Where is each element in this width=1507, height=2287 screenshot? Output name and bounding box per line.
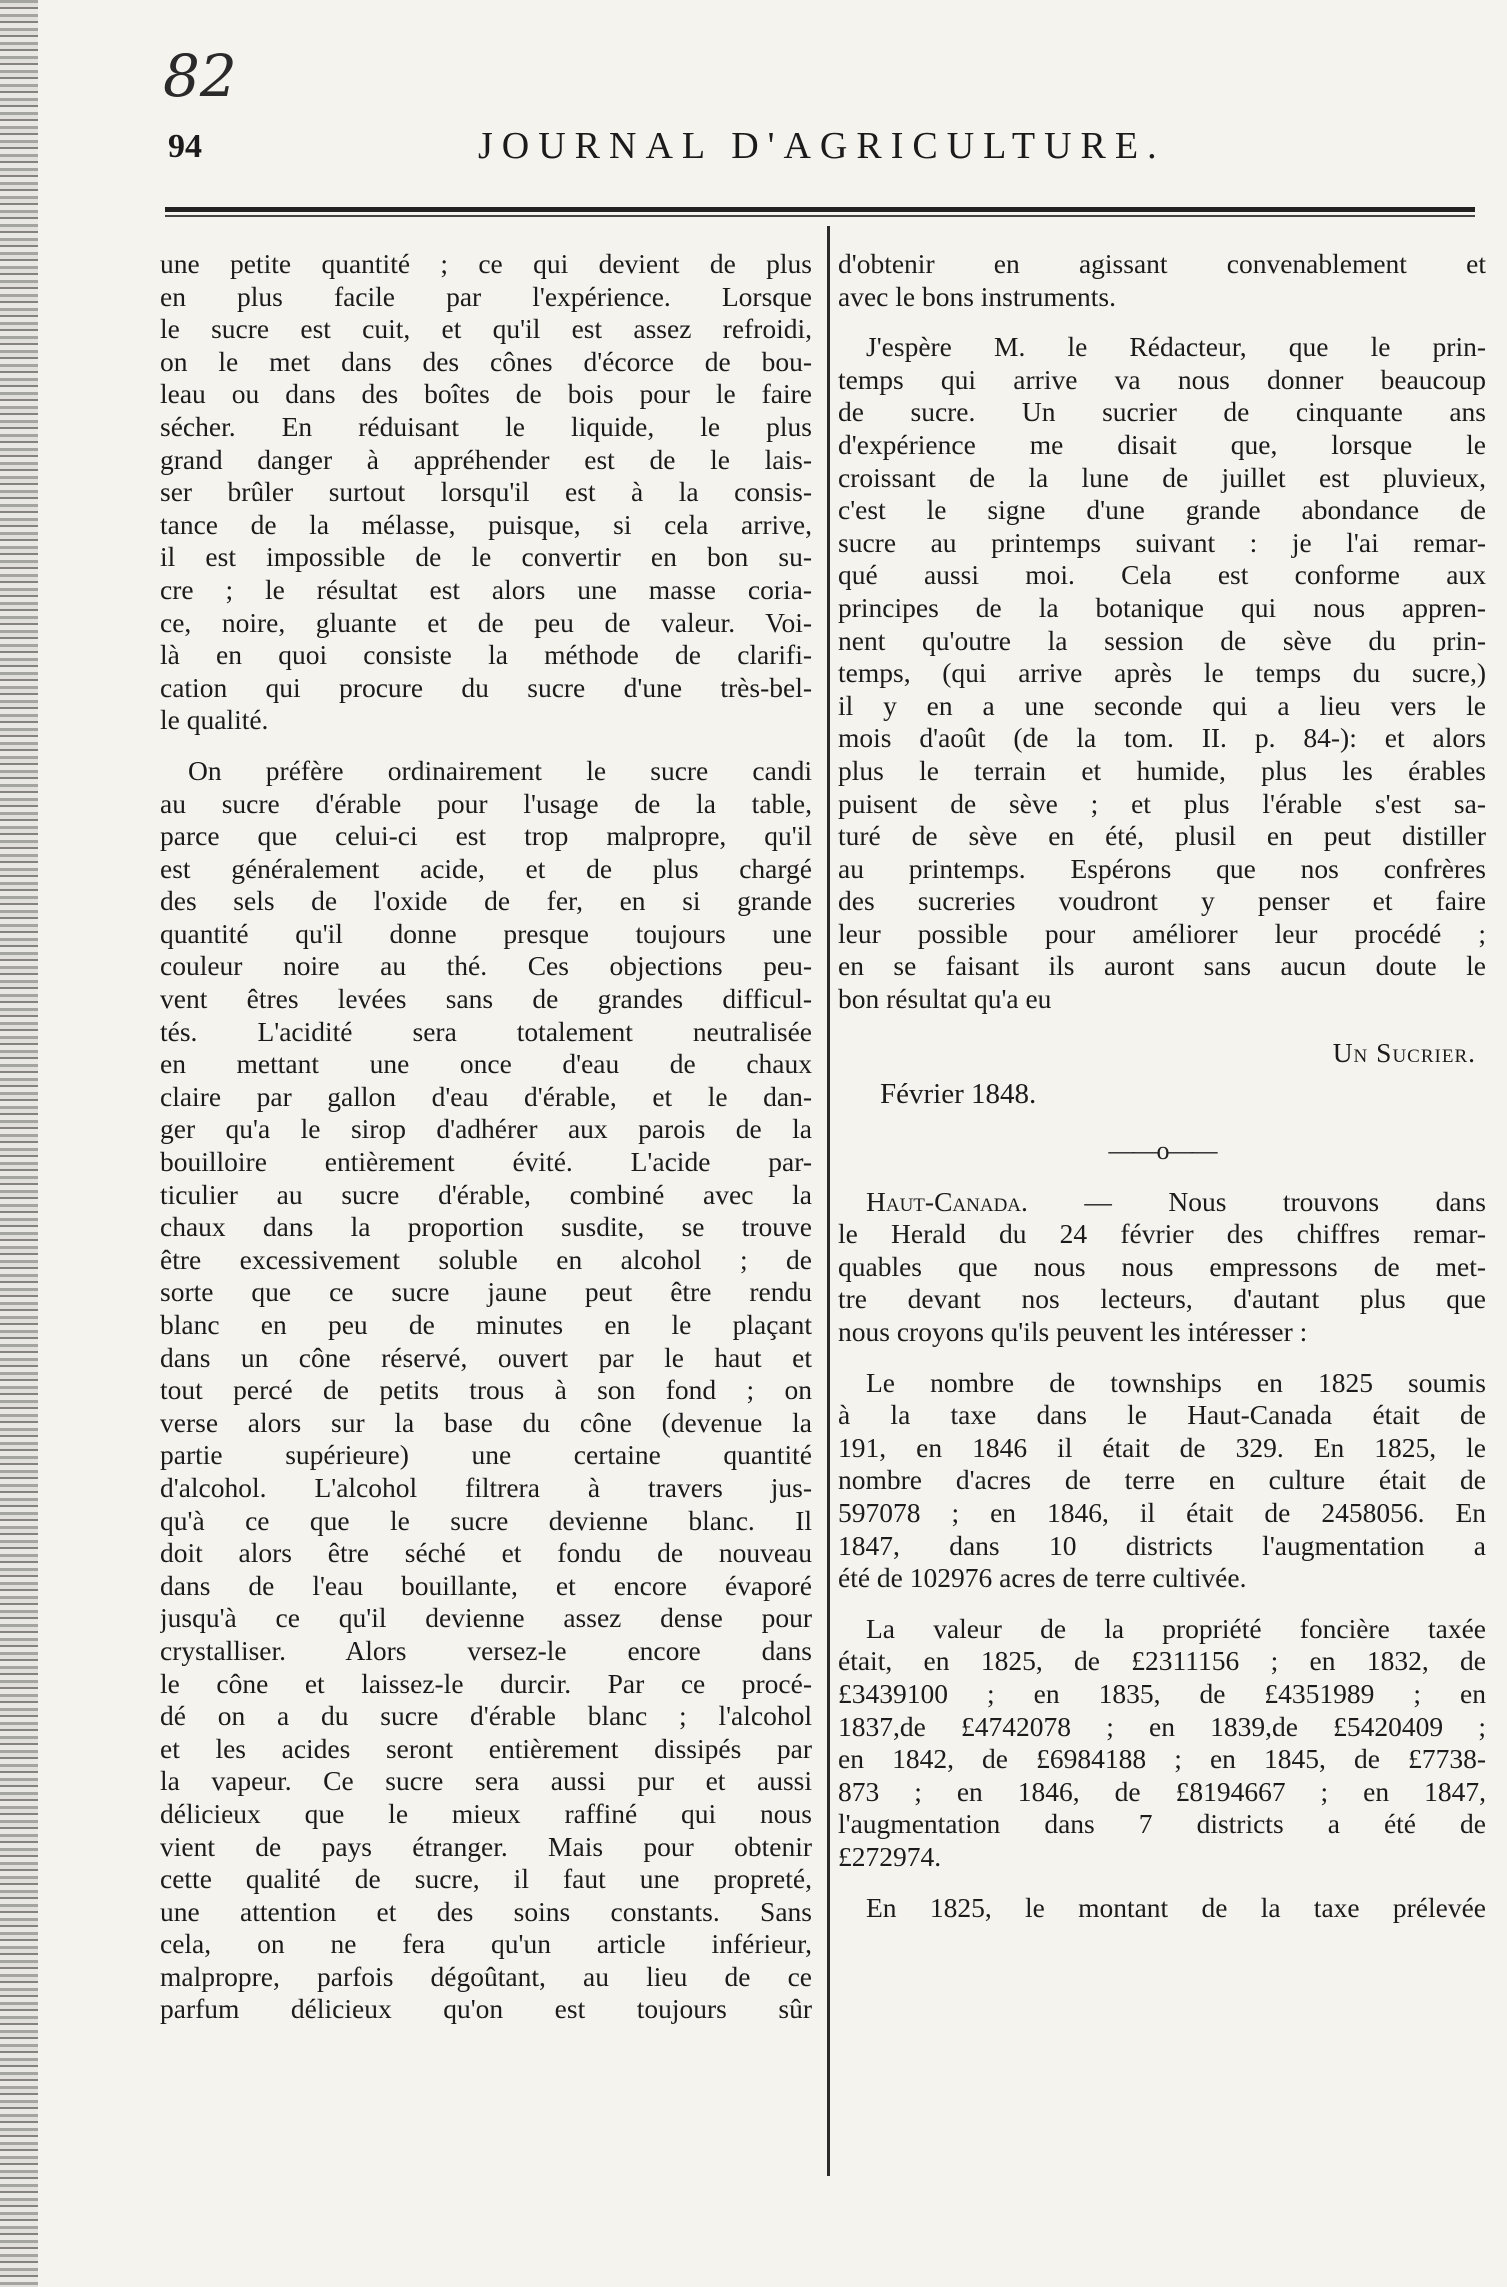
text-fragment: Nous trouvons dans	[1168, 1185, 1486, 1217]
text-line: tout percé de petits trous à son fond ; on	[160, 1374, 812, 1406]
text-line: d'obtenir en agissant convenablement et	[838, 248, 1486, 279]
text-line: doit alors être séché et fondu de nouveau	[160, 1537, 812, 1569]
text-line: au sucre d'érable pour l'usage de la table,	[160, 787, 812, 819]
text-line: grand danger à appréhender est de le lais-	[160, 443, 812, 475]
text-line: en mettant une once d'eau de chaux	[160, 1048, 812, 1080]
text-line: en plus facile par l'expérience. Lorsque	[160, 280, 812, 312]
text-line: sécher. En réduisant le liquide, le plus	[160, 410, 812, 442]
section-ornament: ——o——	[1108, 1135, 1216, 1165]
paragraph	[838, 1613, 1486, 1874]
text-line: sorte que ce sucre jaune peut être rendu	[160, 1276, 812, 1308]
text-line: temps, (qui arrive après le temps du sucre,)	[838, 657, 1486, 689]
binding-edge	[0, 0, 38, 2287]
date-line: Février 1848.	[880, 1077, 1037, 1110]
text-line: le cône et laissez-le durcir. Par ce procé-	[160, 1667, 812, 1699]
article-heading: Haut-Canada.	[866, 1185, 1028, 1217]
paragraph-gap	[160, 737, 812, 755]
text-line: là en quoi consiste la méthode de clarifi-	[160, 639, 812, 671]
paragraph	[838, 331, 1486, 1015]
text-line: était, en 1825, de £2311156 ; en 1832, de	[838, 1645, 1486, 1677]
article-lead-paragraph	[838, 1186, 1486, 1349]
text-line: il y en a une seconde qui a lieu vers le	[838, 689, 1486, 721]
text-line: sucre au printemps suivant : je l'ai remar-	[838, 526, 1486, 558]
text-line: cation qui procure du sucre d'une très-bel-	[160, 671, 812, 703]
text-line: 1837,de £4742078 ; en 1839,de £5420409 ;	[838, 1710, 1486, 1742]
text-line: tance de la mélasse, puisque, si cela arrive,	[160, 508, 812, 540]
text-line: tés. L'acidité sera totalement neutralisée	[160, 1015, 812, 1047]
text-line: leur possible pour améliorer leur procédé ;	[838, 917, 1486, 949]
paragraph-gap	[838, 313, 1486, 331]
text-line: on le met dans des cônes d'écorce de bou-	[160, 345, 812, 377]
text-line: nombre d'acres de terre en culture était de	[838, 1464, 1486, 1496]
text-line: croissant de la lune de juillet est pluvieux,	[838, 461, 1486, 493]
text-line: puisent de sève ; et plus l'érable s'est sa-	[838, 787, 1486, 819]
paragraph-gap	[838, 1874, 1486, 1892]
text-line: claire par gallon d'eau d'érable, et le dan-	[160, 1080, 812, 1112]
text-line: d'expérience me disait que, lorsque le	[838, 428, 1486, 460]
text-line: le qualité.	[160, 704, 269, 736]
text-line: quantité qu'il donne presque toujours une	[160, 917, 812, 949]
text-line: cela, on ne fera qu'un article inférieur,	[160, 1928, 812, 1960]
text-line	[838, 1186, 1486, 1219]
column-divider	[827, 226, 830, 2176]
text-line: temps qui arrive va nous donner beaucoup	[838, 363, 1486, 395]
heading-dash: —	[1027, 1185, 1169, 1217]
page-number: 94	[168, 128, 202, 165]
text-line: nent qu'outre la session de sève du prin-	[838, 624, 1486, 656]
text-line: de sucre. Un sucrier de cinquante ans	[838, 396, 1486, 428]
text-line: vent êtres levées sans de grandes difficul-	[160, 983, 812, 1015]
text-line: une attention et des soins constants. Sans	[160, 1895, 812, 1927]
text-line: ser brûler surtout lorsqu'il est à la consis-	[160, 476, 812, 508]
text-line: £3439100 ; en 1835, de £4351989 ; en	[838, 1677, 1486, 1709]
text-line: La valeur de la propriété foncière taxée	[866, 1612, 1486, 1644]
paragraph	[838, 1367, 1486, 1595]
text-line: 597078 ; en 1846, il était de 2458056. En	[838, 1497, 1486, 1528]
paragraph-gap	[838, 1016, 1486, 1034]
text-line: leau ou dans des boîtes de bois pour le faire	[160, 378, 812, 410]
text-line: Le nombre de townships en 1825 soumis	[866, 1366, 1486, 1398]
left-column	[160, 248, 812, 2026]
text-line: été de 102976 acres de terre cultivée.	[838, 1562, 1247, 1594]
text-line: est généralement acide, et de plus chargé	[160, 852, 812, 884]
text-line: crystalliser. Alors versez-le encore dans	[160, 1634, 812, 1666]
text-line: parfum délicieux qu'on est toujours sûr	[160, 1993, 812, 2025]
text-line: avec le bons instruments.	[838, 280, 1116, 312]
text-line: chaux dans la proportion susdite, se trouve	[160, 1211, 812, 1243]
text-line: dans un cône réservé, ouvert par le haut et	[160, 1341, 812, 1373]
text-line: ticulier au sucre d'érable, combiné avec la	[160, 1178, 812, 1210]
header-rule	[165, 207, 1475, 217]
text-line: En 1825, le montant de la taxe prélevée	[866, 1891, 1486, 1923]
paragraph-gap	[838, 1595, 1486, 1613]
text-line: quables que nous nous empressons de met-	[838, 1250, 1486, 1282]
paragraph	[838, 1892, 1486, 1925]
text-line: qu'à ce que le sucre devienne blanc. Il	[160, 1504, 812, 1536]
paragraph-gap	[838, 1349, 1486, 1367]
text-line: On préfère ordinairement le sucre candi	[188, 754, 812, 786]
text-line: au printemps. Espérons que nos confrères	[838, 852, 1486, 884]
text-line: mois d'août (de la tom. II. p. 84-): et alors	[838, 722, 1486, 754]
text-line: d'alcohol. L'alcohol filtrera à travers jus-	[160, 1471, 812, 1503]
text-line: tre devant nos lecteurs, d'autant plus que	[838, 1283, 1486, 1315]
text-line: dé on a du sucre d'érable blanc ; l'alcohol	[160, 1700, 812, 1732]
text-line: 873 ; en 1846, de £8194667 ; en 1847,	[838, 1775, 1486, 1807]
text-line: nous croyons qu'ils peuvent les intéresser :	[838, 1316, 1308, 1348]
text-line: 1847, dans 10 districts l'augmentation a	[838, 1529, 1486, 1561]
text-line: ger qu'a le sirop d'adhérer aux parois de la	[160, 1113, 812, 1145]
text-line: jusqu'à ce qu'il devienne assez dense pour	[160, 1602, 812, 1634]
text-line: verse alors sur la base du cône (devenue la	[160, 1406, 812, 1438]
running-title: JOURNAL D'AGRICULTURE.	[478, 125, 1166, 167]
text-line: malpropre, parfois dégoûtant, au lieu de ce	[160, 1960, 812, 1992]
text-line: cette qualité de sucre, il faut une propreté,	[160, 1863, 812, 1895]
text-line: blanc en peu de minutes en le plaçant	[160, 1309, 812, 1340]
text-line: parce que celui-ci est trop malpropre, qu'il	[160, 820, 812, 852]
text-line: £272974.	[838, 1840, 942, 1872]
text-line: en se faisant ils auront sans aucun doute le	[838, 950, 1486, 982]
text-line: 191, en 1846 il était de 329. En 1825, le	[838, 1431, 1486, 1463]
text-line: c'est le signe d'une grande abondance de	[838, 494, 1486, 526]
text-line: le sucre est cuit, et qu'il est assez refroidi,	[160, 313, 812, 345]
text-line: bouilloire entièrement évité. L'acide par-	[160, 1146, 812, 1178]
text-line: des sels de l'oxide de fer, en si grande	[160, 885, 812, 917]
text-line: l'augmentation dans 7 districts a été de	[838, 1808, 1486, 1840]
text-line: être excessivement soluble en alcohol ; de	[160, 1243, 812, 1275]
text-line: la vapeur. Ce sucre sera aussi pur et aussi	[160, 1765, 812, 1797]
text-line: une petite quantité ; ce qui devient de plus	[160, 248, 812, 279]
text-line: vient de pays étranger. Mais pour obtenir	[160, 1830, 812, 1862]
text-line: couleur noire au thé. Ces objections peu-	[160, 950, 812, 982]
text-line: le Herald du 24 février des chiffres remar-	[838, 1218, 1486, 1250]
text-line: en 1842, de £6984188 ; en 1845, de £7738-	[838, 1743, 1486, 1775]
handwritten-folio: 82	[163, 42, 237, 110]
text-line: principes de la botanique qui nous appren-	[838, 591, 1486, 623]
text-line: J'espère M. le Rédacteur, que le prin-	[866, 331, 1486, 363]
text-line: turé de sève en été, plusil en peut distiller	[838, 820, 1486, 852]
text-line: des sucreries voudront y penser et faire	[838, 885, 1486, 917]
text-line: à la taxe dans le Haut-Canada était de	[838, 1399, 1486, 1431]
text-line: délicieux que le mieux raffiné qui nous	[160, 1797, 812, 1829]
text-line: ce, noire, gluante et de peu de valeur. Voi-	[160, 606, 812, 638]
text-line: partie supérieure) une certaine quantité	[160, 1439, 812, 1471]
text-line: cre ; le résultat est alors une masse coria-	[160, 573, 812, 605]
text-line: qué aussi moi. Cela est conforme aux	[838, 559, 1486, 591]
text-line: dans de l'eau bouillante, et encore évaporé	[160, 1569, 812, 1601]
text-line: bon résultat qu'a eu	[838, 983, 1052, 1015]
paragraph	[160, 248, 812, 737]
text-line: il est impossible de le convertir en bon su-	[160, 541, 812, 573]
text-line: et les acides seront entièrement dissipés par	[160, 1732, 812, 1764]
text-line: plus le terrain et humide, plus les érables	[838, 754, 1486, 786]
paragraph	[160, 755, 812, 2026]
right-column	[838, 248, 1486, 1924]
paragraph	[838, 248, 1486, 313]
signature: Un Sucrier.	[1332, 1036, 1476, 1068]
